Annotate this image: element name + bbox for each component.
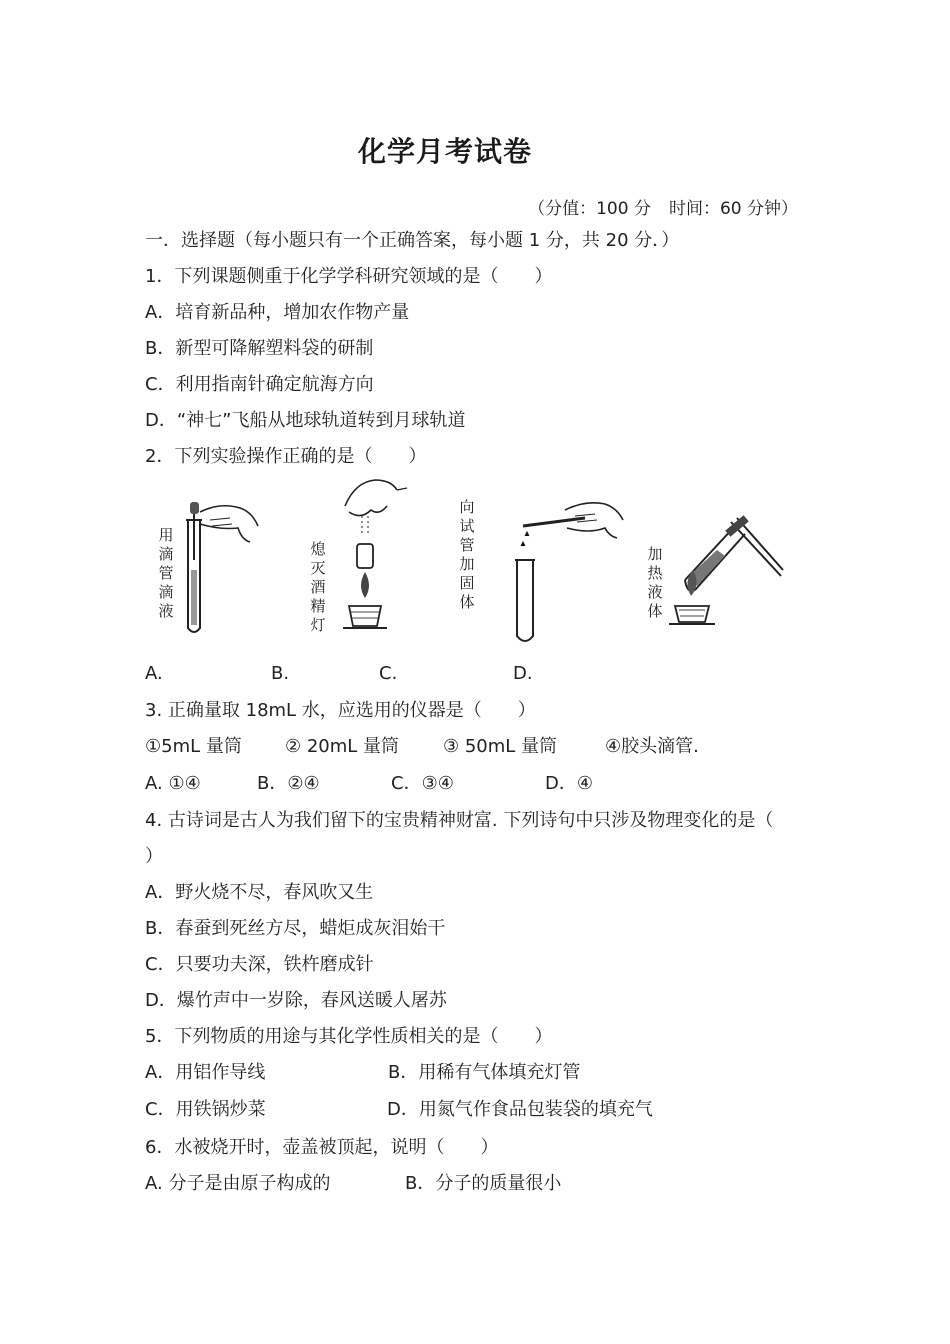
q6-stem: 6．水被烧开时，壶盖被顶起，说明（ ） xyxy=(145,1137,499,1158)
q6-option-b: B．分子的质量很小 xyxy=(405,1173,562,1194)
lamp-illustration xyxy=(335,476,415,636)
q2-stem: 2．下列实验操作正确的是（ ） xyxy=(145,446,427,467)
q2-option-a: A. xyxy=(145,663,163,684)
section-heading: 一．选择题（每小题只有一个正确答案，每小题 1 分，共 20 分．） xyxy=(145,230,680,251)
heating-illustration xyxy=(665,510,785,630)
q5-stem: 5．下列物质的用途与其化学性质相关的是（ ） xyxy=(145,1026,553,1047)
q6-option-a: A. 分子是由原子构成的 xyxy=(145,1173,331,1194)
q4-option-b: B．春蚕到死丝方尽，蜡炬成灰泪始干 xyxy=(145,918,446,939)
fig-label-dropper: 用滴管滴液 xyxy=(158,526,174,620)
q3-option-d: D．④ xyxy=(545,773,593,794)
q3-stem: 3. 正确量取 18mL 水，应选用的仪器是（ ） xyxy=(145,700,536,721)
q4-option-a: A．野火烧不尽，春风吹又生 xyxy=(145,882,374,903)
fig-label-heat: 加热液体 xyxy=(647,545,663,620)
q3-option-b: B．②④ xyxy=(257,773,320,794)
q4-option-d: D．爆竹声中一岁除，春风送暖人屠苏 xyxy=(145,990,447,1011)
q4-option-c: C．只要功夫深，铁杵磨成针 xyxy=(145,954,374,975)
page-title: 化学月考试卷 xyxy=(357,135,532,168)
q3-item-3: ③ 50mL 量筒 xyxy=(443,736,558,757)
q4-stem: 4. 古诗词是古人为我们留下的宝贵精神财富. 下列诗句中只涉及物理变化的是（ xyxy=(145,810,774,831)
q5-option-d: D．用氮气作食品包装袋的填充气 xyxy=(387,1099,653,1120)
q3-item-2: ② 20mL 量筒 xyxy=(285,736,400,757)
dropper-illustration xyxy=(180,500,260,640)
q1-option-b: B．新型可降解塑料袋的研制 xyxy=(145,338,374,359)
q4-stem-cont: ） xyxy=(145,846,163,867)
fig-label-lamp: 熄灭酒精灯 xyxy=(310,540,326,634)
time-info: 时间：60 分钟） xyxy=(668,199,798,219)
q1-option-d: D．“神七”飞船从地球轨道转到月球轨道 xyxy=(145,410,466,431)
q3-item-1: ①5mL 量筒 xyxy=(145,736,242,757)
solid-illustration xyxy=(505,496,625,646)
q2-option-b: B. xyxy=(271,663,290,684)
q5-option-c: C．用铁锅炒菜 xyxy=(145,1099,266,1120)
q3-option-a: A. ①④ xyxy=(145,773,201,794)
q5-option-a: A．用铝作导线 xyxy=(145,1062,266,1083)
score-info: （分值：100 分 xyxy=(528,199,651,219)
q3-option-c: C．③④ xyxy=(391,773,454,794)
fig-label-solid: 向试管加固体 xyxy=(459,498,475,611)
q1-option-c: C．利用指南针确定航海方向 xyxy=(145,374,374,395)
q2-option-c: C. xyxy=(379,663,398,684)
q3-item-4: ④胶头滴管. xyxy=(605,736,699,757)
q1-stem: 1．下列课题侧重于化学学科研究领域的是（ ） xyxy=(145,266,553,287)
score-time-info xyxy=(528,194,798,219)
q2-option-d: D. xyxy=(513,663,533,684)
q1-option-a: A．培育新品种，增加农作物产量 xyxy=(145,302,410,323)
q5-option-b: B．用稀有气体填充灯管 xyxy=(388,1062,581,1083)
